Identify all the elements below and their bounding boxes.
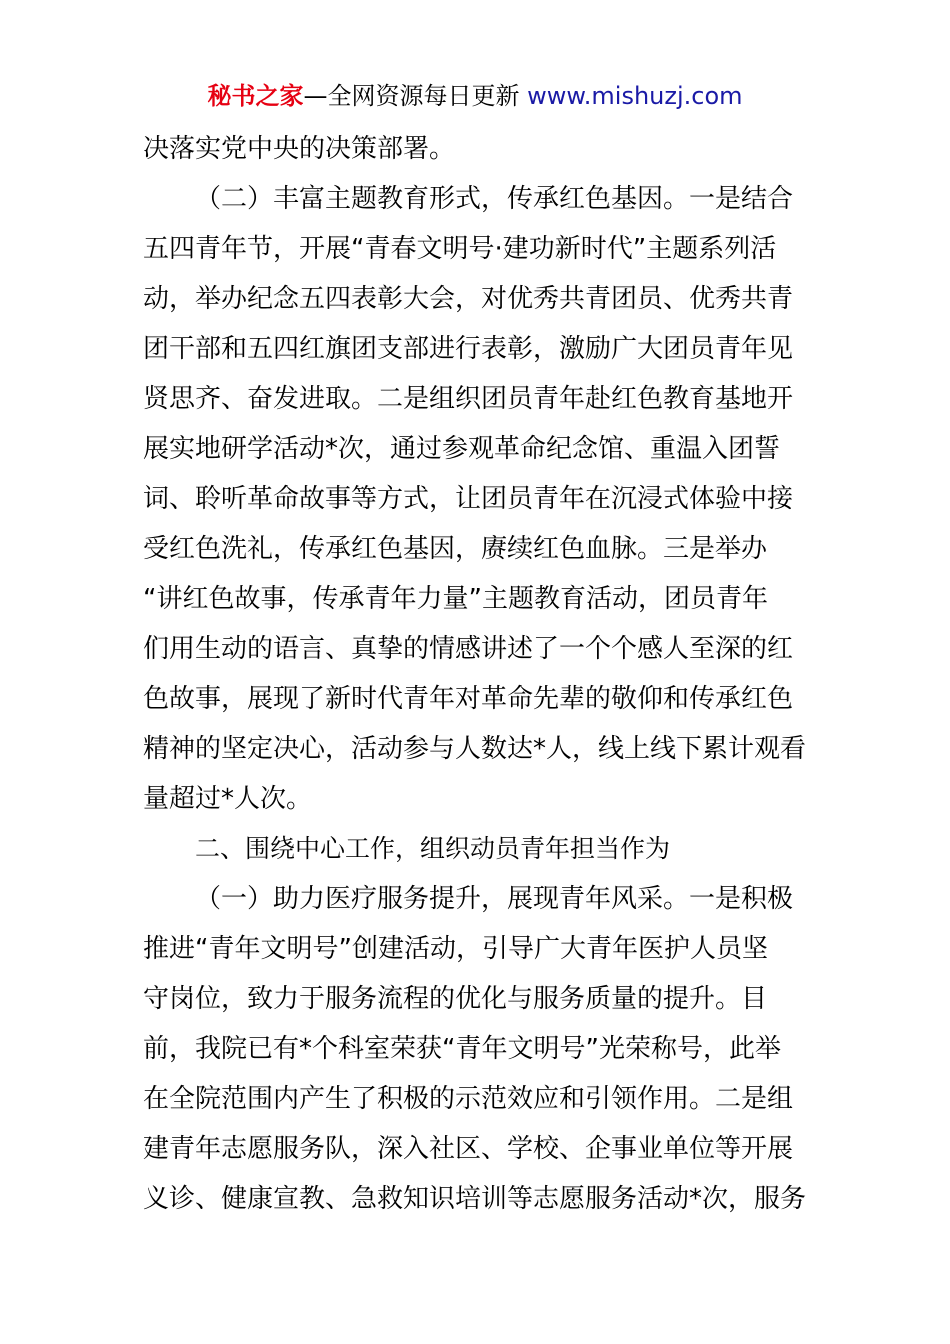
site-url-link[interactable]: www.mishuzj.com: [527, 82, 743, 110]
text-line: “讲红色故事，传承青年力量”主题教育活动，团员青年: [143, 584, 768, 614]
text-line: （一）助力医疗服务提升，展现青年风采。一是积极: [195, 884, 794, 914]
text-line: 们用生动的语言、真挚的情感讲述了一个个感人至深的红: [143, 634, 794, 664]
text-line: 前，我院已有*个科室荣获“青年文明号”光荣称号，此举: [143, 1034, 781, 1064]
text-line: 在全院范围内产生了积极的示范效应和引领作用。二是组: [143, 1084, 794, 1114]
text-line: 动，举办纪念五四表彰大会，对优秀共青团员、优秀共青: [143, 284, 794, 314]
text-line: 推进“青年文明号”创建活动，引导广大青年医护人员坚: [143, 934, 768, 964]
page-header: [0, 80, 950, 112]
text-line: 守岗位，致力于服务流程的优化与服务质量的提升。目: [143, 984, 768, 1014]
text-line: 建青年志愿服务队，深入社区、学校、企事业单位等开展: [143, 1134, 794, 1164]
text-line: 量超过*人次。: [143, 784, 313, 814]
text-line: 决落实党中央的决策部署。: [143, 134, 456, 164]
section-heading: 二、围绕中心工作，组织动员青年担当作为: [195, 834, 671, 863]
brand-name: 秘书之家: [207, 82, 304, 110]
text-line: （二）丰富主题教育形式，传承红色基因。一是结合: [195, 184, 794, 214]
text-line: 精神的坚定决心，活动参与人数达*人，线上线下累计观看: [143, 734, 807, 764]
document-body: [143, 124, 823, 1224]
text-line: 团干部和五四红旗团支部进行表彰，激励广大团员青年见: [143, 334, 794, 364]
text-line: 词、聆听革命故事等方式，让团员青年在沉浸式体验中接: [143, 484, 794, 514]
text-line: 展实地研学活动*次，通过参观革命纪念馆、重温入团誓: [143, 434, 781, 464]
header-tagline: —全网资源每日更新: [303, 82, 520, 110]
text-line: 受红色洗礼，传承红色基因，赓续红色血脉。三是举办: [143, 534, 768, 564]
text-line: 贤思齐、奋发进取。二是组织团员青年赴红色教育基地开: [143, 384, 794, 414]
text-line: 五四青年节，开展“青春文明号·建功新时代”主题系列活: [143, 234, 777, 264]
text-line: 义诊、健康宣教、急救知识培训等志愿服务活动*次，服务: [143, 1184, 807, 1214]
text-line: 色故事，展现了新时代青年对革命先辈的敬仰和传承红色: [143, 684, 794, 714]
